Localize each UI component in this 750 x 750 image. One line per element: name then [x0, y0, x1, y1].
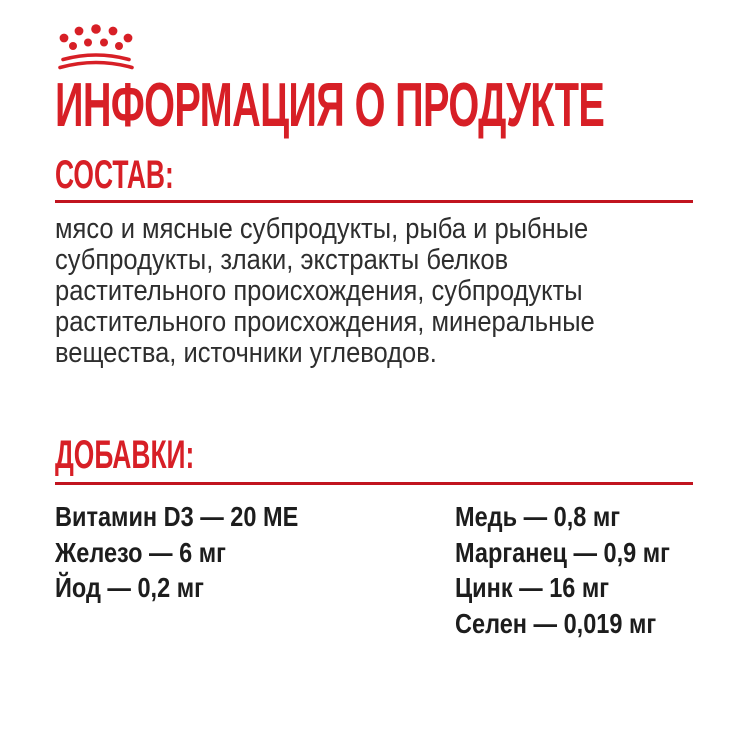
composition-divider: [55, 200, 693, 203]
additive-item: Селен — 0,019 мг: [455, 607, 657, 639]
additive-item: Витамин D3 — 20 МЕ: [55, 501, 299, 532]
composition-text-line: вещества, источники углеводов.: [55, 337, 437, 369]
brand-crown-logo: [55, 24, 137, 70]
composition-text-line: растительного происхождения, субпродукты: [55, 275, 583, 307]
composition-text-line: субпродукты, злаки, экстракты белков: [55, 244, 509, 276]
additives-left-column: [55, 499, 298, 606]
additives-heading: ДОБАВКИ:: [55, 433, 195, 477]
additives-divider: [55, 482, 693, 485]
additives-right-column: [455, 499, 670, 641]
composition-heading: СОСТАВ:: [55, 153, 174, 197]
additive-item: Йод — 0,2 мг: [55, 572, 204, 603]
page-title: ИНФОРМАЦИЯ О ПРОДУКТЕ: [55, 71, 605, 140]
composition-text-line: мясо и мясные субпродукты, рыба и рыбные: [55, 213, 589, 245]
additive-item: Цинк — 16 мг: [455, 572, 610, 603]
composition-text-line: растительного происхождения, минеральные: [55, 306, 595, 338]
additive-item: Железо — 6 мг: [55, 536, 226, 568]
additive-item: Медь — 0,8 мг: [455, 501, 621, 532]
composition-text: [55, 214, 595, 369]
additive-item: Марганец — 0,9 мг: [455, 536, 670, 568]
